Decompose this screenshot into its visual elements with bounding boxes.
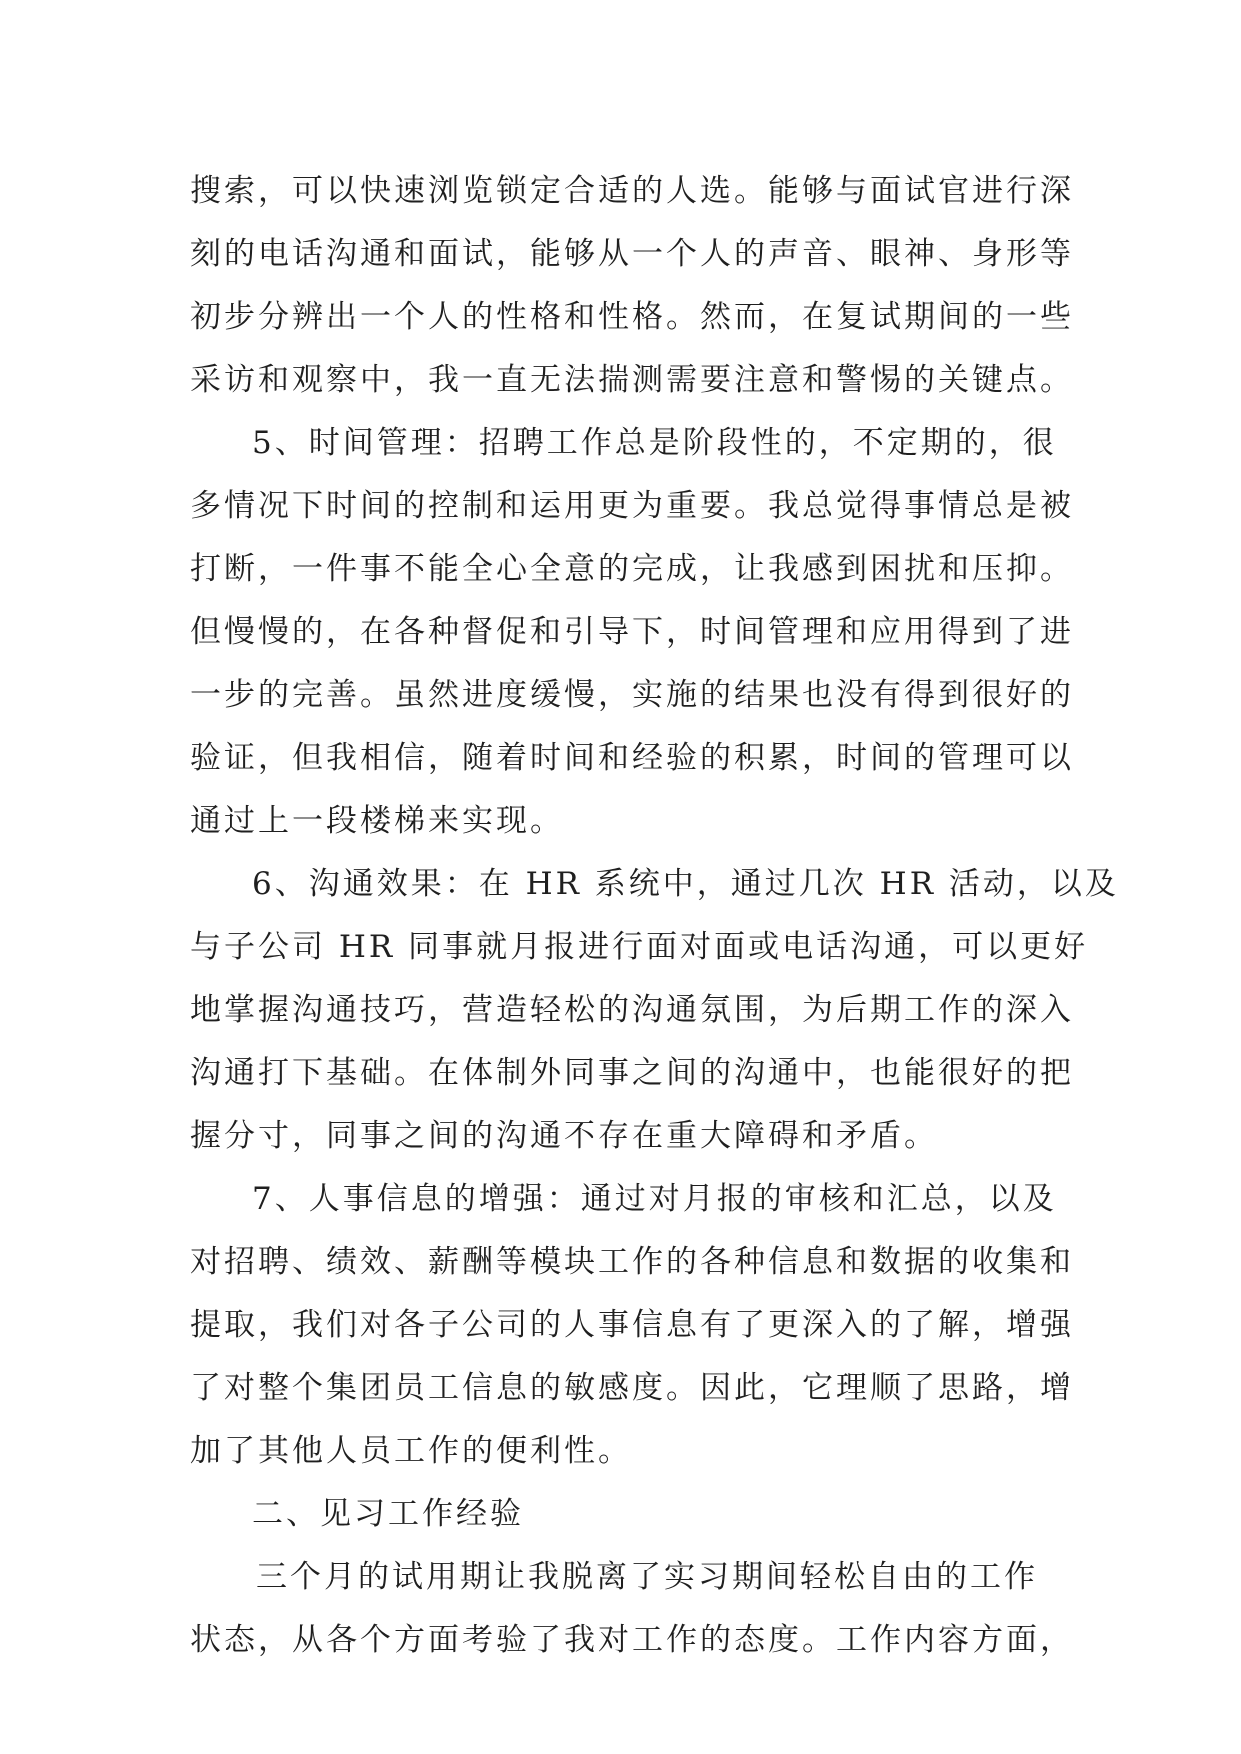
paragraph-start-line: 三个月的试用期让我脱离了实习期间轻松自由的工作 <box>256 1559 1038 1595</box>
text-line: 沟通打下基础。在体制外同事之间的沟通中，也能很好的把 <box>190 1055 1074 1091</box>
text-line: 与子公司 HR 同事就月报进行面对面或电话沟通，可以更好 <box>190 929 1089 965</box>
text-line: 握分寸，同事之间的沟通不存在重大障碍和矛盾。 <box>190 1118 938 1154</box>
text-line: 验证，但我相信，随着时间和经验的积累，时间的管理可以 <box>190 740 1074 776</box>
text-line: 状态，从各个方面考验了我对工作的态度。工作内容方面， <box>190 1622 1074 1658</box>
text-line: 了对整个集团员工信息的敏感度。因此，它理顺了思路，增 <box>190 1370 1074 1406</box>
text-line: 搜索，可以快速浏览锁定合适的人选。能够与面试官进行深 <box>190 173 1074 209</box>
section-heading: 二、见习工作经验 <box>252 1496 524 1532</box>
section-5-heading-line: 5、时间管理：招聘工作总是阶段性的，不定期的，很 <box>252 425 1057 461</box>
text-line: 对招聘、绩效、薪酬等模块工作的各种信息和数据的收集和 <box>190 1244 1074 1280</box>
text-line: 地掌握沟通技巧，营造轻松的沟通氛围，为后期工作的深入 <box>190 992 1074 1028</box>
text-line: 初步分辨出一个人的性格和性格。然而，在复试期间的一些 <box>190 299 1074 335</box>
text-line: 多情况下时间的控制和运用更为重要。我总觉得事情总是被 <box>190 488 1074 524</box>
section-6-heading-line: 6、沟通效果：在 HR 系统中，通过几次 HR 活动，以及 <box>252 866 1119 902</box>
text-line: 加了其他人员工作的便利性。 <box>190 1433 632 1469</box>
body-text <box>190 160 1119 1672</box>
section-7-heading-line: 7、人事信息的增强：通过对月报的审核和汇总，以及 <box>252 1181 1057 1217</box>
text-line: 刻的电话沟通和面试，能够从一个人的声音、眼神、身形等 <box>190 236 1074 272</box>
text-line: 通过上一段楼梯来实现。 <box>190 803 564 839</box>
text-line: 一步的完善。虽然进度缓慢，实施的结果也没有得到很好的 <box>190 677 1074 713</box>
text-line: 采访和观察中，我一直无法揣测需要注意和警惕的关键点。 <box>190 362 1074 398</box>
text-line: 提取，我们对各子公司的人事信息有了更深入的了解，增强 <box>190 1307 1074 1343</box>
text-line: 打断，一件事不能全心全意的完成，让我感到困扰和压抑。 <box>190 551 1074 587</box>
text-line: 但慢慢的，在各种督促和引导下，时间管理和应用得到了进 <box>190 614 1074 650</box>
